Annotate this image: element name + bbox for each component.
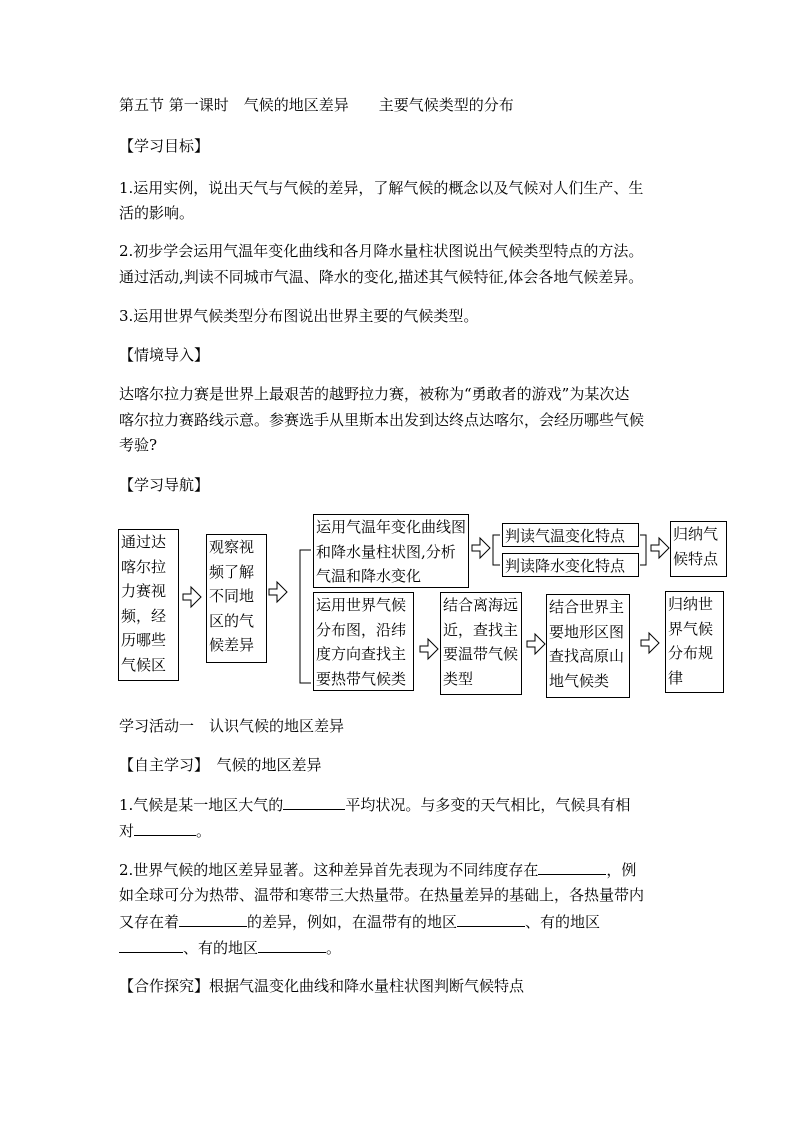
question-2-line-2: 如全球可分为热带、温带和寒带三大热量带。在热量差异的基础上，各热量带内	[119, 886, 645, 904]
answer-blank[interactable]	[457, 914, 525, 927]
arrow-icon	[472, 538, 490, 558]
self-study-heading: 【自主学习】 气候的地区差异	[119, 756, 322, 774]
flow-box-sea-distance: 结合离海远近，查找主要温带气候类型	[440, 592, 522, 695]
objective-2-line-1: 2.初步学会运用气温年变化曲线和各月降水量柱状图说出气候类型特点的方法。	[119, 242, 644, 260]
intro-line-3: 考验?	[119, 436, 158, 454]
flow-box-summarize-climate: 归纳气候特点	[670, 521, 727, 577]
flow-box-landform-map: 结合世界主要地形区图查找高原山地气候类	[546, 594, 630, 698]
flow-box-world-climate-map: 运用世界气候分布图，沿纬度方向查找主要热带气候类	[313, 592, 414, 691]
cooperative-inquiry-heading: 【合作探究】根据气温变化曲线和降水量柱状图判断气候特点	[119, 977, 525, 995]
arrow-icon	[183, 587, 201, 607]
question-2-line-1	[119, 862, 636, 878]
arrow-icon	[641, 633, 659, 653]
intro-heading: 【情境导入】	[119, 346, 210, 364]
objective-1-line-1: 1.运用实例，说出天气与气候的差异，了解气候的概念以及气候对人们生产、生	[119, 179, 644, 197]
flow-box-observe-video: 观察视频了解不同地区的气候差异	[206, 534, 267, 663]
q2-text: ，例	[606, 861, 637, 879]
arrow-icon	[651, 538, 669, 558]
objectives-heading: 【学习目标】	[119, 137, 210, 155]
q1-text: 1.气候是某一地区大气的	[119, 796, 284, 814]
objective-3: 3.运用世界气候类型分布图说出世界主要的气候类型。	[119, 307, 479, 325]
flow-box-dakar-video: 通过达喀尔拉力赛视频，经历哪些气候区	[118, 529, 179, 681]
arrow-icon	[527, 634, 545, 654]
flow-box-read-precip: 判读降水变化特点	[502, 553, 639, 577]
flow-box-read-temp: 判读气温变化特点	[502, 523, 639, 547]
answer-blank[interactable]	[538, 862, 606, 875]
q2-text: 、有的地区	[183, 939, 259, 957]
answer-blank[interactable]	[258, 940, 326, 953]
arrow-icon	[269, 582, 287, 602]
page-title: 第五节 第一课时 气候的地区差异 主要气候类型的分布	[119, 96, 514, 114]
q2-text: 。	[326, 939, 342, 957]
question-1-line-2	[119, 823, 211, 839]
q1-text: 。	[196, 822, 212, 840]
answer-blank[interactable]	[134, 823, 196, 836]
q2-text: 、有的地区	[525, 913, 601, 931]
q1-text: 平均状况。与多变的天气相比，气候具有相	[345, 796, 631, 814]
question-2-line-3	[119, 914, 600, 930]
nav-heading: 【学习导航】	[119, 476, 210, 494]
question-2-line-4	[119, 940, 341, 956]
q1-text: 对	[119, 822, 135, 840]
intro-line-1: 达喀尔拉力赛是世界上最艰苦的越野拉力赛，被称为“勇敢者的游戏”为某次达	[119, 385, 630, 403]
arrow-icon	[420, 639, 438, 659]
q2-text: 2.世界气候的地区差异显著。这种差异首先表现为不同纬度存在	[119, 861, 539, 879]
flow-box-temp-precip-charts: 运用气温年变化曲线图和降水量柱状图,分析气温和降水变化	[313, 514, 469, 588]
answer-blank[interactable]	[119, 940, 183, 953]
q2-text: 的差异，例如，在温带有的地区	[247, 913, 458, 931]
intro-line-2: 喀尔拉力赛路线示意。参赛选手从里斯本出发到达终点达喀尔，会经历哪些气候	[119, 411, 645, 429]
q2-text: 又存在着	[119, 913, 180, 931]
question-1-line-1	[119, 797, 630, 813]
objective-1-line-2: 活的影响。	[119, 204, 195, 222]
activity-1-title: 学习活动一 认识气候的地区差异	[119, 717, 345, 735]
objective-2-line-2: 通过活动,判读不同城市气温、降水的变化,描述其气候特征,体会各地气候差异。	[119, 268, 644, 286]
answer-blank[interactable]	[283, 797, 345, 810]
bracket-left	[300, 550, 311, 683]
answer-blank[interactable]	[179, 914, 247, 927]
bracket-right	[640, 535, 646, 565]
flow-box-distribution-rule: 归纳世界气候分布规律	[665, 591, 724, 693]
bracket-small	[493, 535, 500, 565]
